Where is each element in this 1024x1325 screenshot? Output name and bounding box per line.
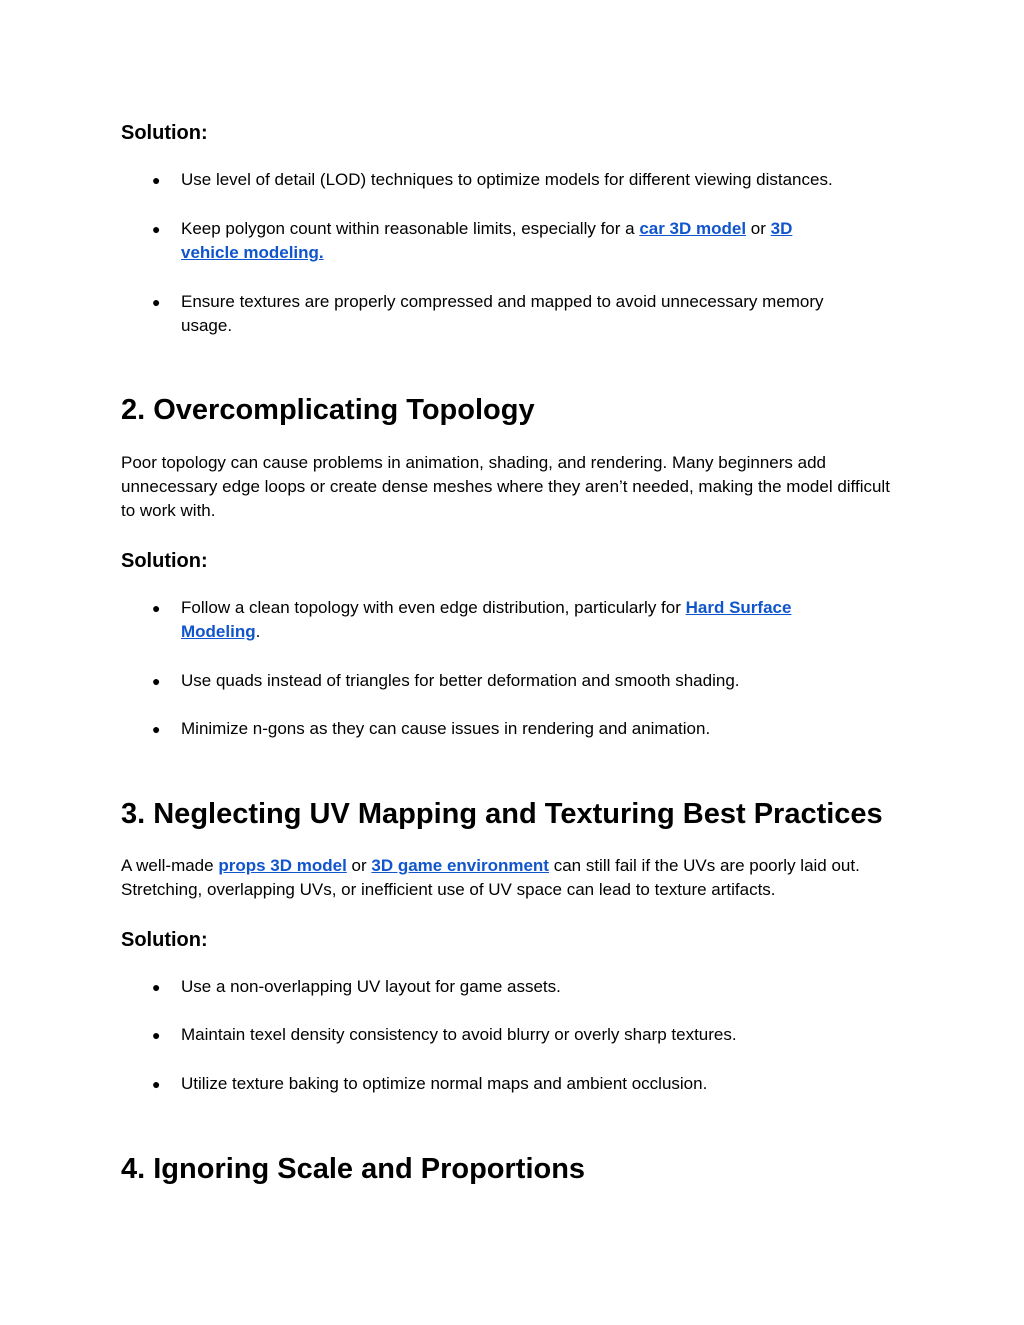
paragraph-text-part: or	[346, 856, 372, 875]
list-item-text: Minimize n-gons as they can cause issues in rendering and animation.	[181, 719, 711, 738]
section-heading: 2. Overcomplicating Topology	[121, 394, 535, 426]
list-item-text-part: Keep polygon count within reasonable limits, especially for a	[181, 219, 640, 238]
solution-heading: Solution:	[121, 929, 208, 951]
bullet-icon: ●	[152, 1027, 161, 1043]
car-3d-model-link[interactable]: car 3D model	[639, 219, 747, 238]
list-item-text	[181, 217, 843, 265]
3d-game-environment-link[interactable]: 3D game environment	[371, 856, 549, 875]
bullet-icon: ●	[152, 294, 161, 310]
list-item-text: Maintain texel density consistency to avoid blurry or overly sharp textures.	[181, 1025, 737, 1044]
bullet-icon: ●	[152, 979, 161, 995]
list-item-text: Use a non-overlapping UV layout for game assets.	[181, 977, 561, 996]
list-item-text: Use level of detail (LOD) techniques to optimize models for different viewing distances.	[181, 170, 833, 189]
solution-heading: Solution:	[121, 550, 208, 572]
bullet-icon: ●	[152, 673, 161, 689]
list-item-text: Utilize texture baking to optimize normal maps and ambient occlusion.	[181, 1074, 708, 1093]
bullet-icon: ●	[152, 721, 161, 737]
list-item-text-part: or	[746, 219, 771, 238]
hard-surface-modeling-link[interactable]: Hard Surface Modeling	[181, 598, 792, 642]
bullet-icon: ●	[152, 600, 161, 616]
bullet-icon: ●	[152, 172, 161, 188]
solution-heading: Solution:	[121, 122, 208, 144]
bullet-icon: ●	[152, 221, 161, 237]
list-item-text-part: Follow a clean topology with even edge distribution, particularly for	[181, 598, 686, 617]
list-item-text: Ensure textures are properly compressed and mapped to avoid unnecessary memory usage.	[181, 292, 824, 336]
list-item-text-part: .	[255, 622, 261, 642]
paragraph	[121, 854, 896, 902]
paragraph-text-part: can still fail if the UVs are poorly laid out. Stretching, overlapping UVs, or inefficient use of UV space can lead to texture artifacts.	[121, 856, 860, 900]
list-item-text	[181, 596, 843, 644]
section-heading: 4. Ignoring Scale and Proportions	[121, 1153, 586, 1185]
section-heading: 3. Neglecting UV Mapping and Texturing Best Practices	[121, 798, 883, 830]
paragraph-text-part: A well-made	[121, 856, 219, 875]
3d-vehicle-modeling-link[interactable]: 3D vehicle modeling.	[181, 219, 793, 263]
props-3d-model-link[interactable]: props 3D model	[218, 856, 347, 875]
paragraph: Poor topology can cause problems in animation, shading, and rendering. Many beginners add unnecessary edge loops or create dense meshes where they aren’t needed, making the model difficult to work with.	[121, 453, 890, 521]
list-item-text: Use quads instead of triangles for better deformation and smooth shading.	[181, 671, 740, 690]
bullet-icon: ●	[152, 1076, 161, 1092]
